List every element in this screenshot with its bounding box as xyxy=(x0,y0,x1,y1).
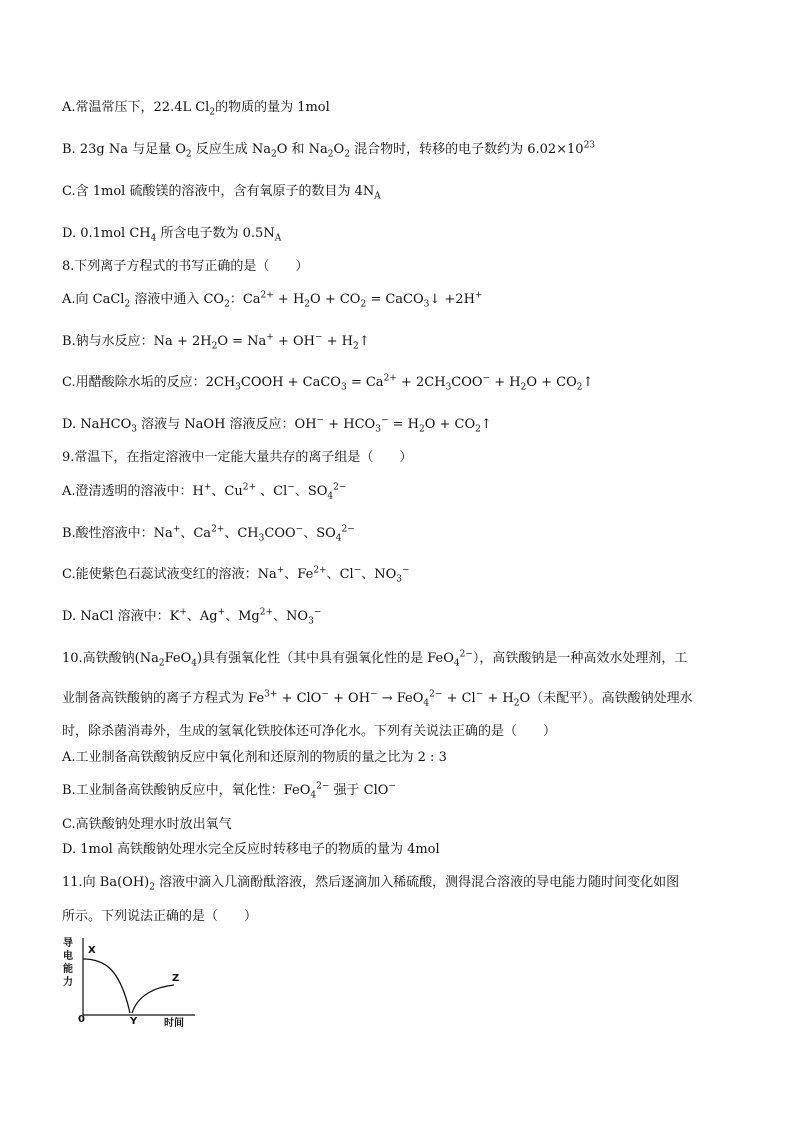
q10-option-b: B.工业制备高铁酸钠反应中，氧化性：FeO$_4^{2-}$ 强于 ClO− xyxy=(62,781,396,801)
q10-stem-line2: 业制备高铁酸钠的离子方程式为 $Fe^{3+} + ClO^- + OH^- \to FeO_4^{2-} + Cl^- + H_2O$（未配平）。高铁酸钠处理水 xyxy=(62,689,693,709)
q9-option-a: A.澄清透明的溶液中：H+、$Cu^{2+}$ 、Cl−、$SO_4^{2-}$ xyxy=(62,482,347,502)
curve-ascending xyxy=(132,985,174,1013)
point-label-x: X xyxy=(88,945,96,956)
q10-stem-line1: 10.高铁酸钠$(Na_2FeO_4)$具有强氧化性（其中具有强氧化性的是 FeO$_4^{2-}$），高铁酸钠是一种高效水处理剂，工 xyxy=(62,649,688,669)
q8-option-c: C.用醋酸除水垢的反应：$2CH_3COOH$ + CaCO$_3$ = $Ca^{2+} + 2CH_3COO^- + H_2O$ + $CO_2↑$ xyxy=(62,373,594,393)
point-label-y: Y xyxy=(130,1016,138,1027)
q10-option-d: D. 1mol 高铁酸钠处理水完全反应时转移电子的物质的量为 4mol xyxy=(62,842,440,857)
q8-option-b: B.钠与水反应：$Na + 2H_2O = Na^+ + OH^-$ + $H_2↑$ xyxy=(62,332,370,352)
y-axis-label-char-2: 电 xyxy=(63,951,73,962)
origin-label: 0 xyxy=(78,1014,85,1025)
q9-option-b: B.酸性溶液中：Na+、$Ca^{2+}$、$CH_3COO^-$、$SO_4^{2-}$ xyxy=(62,524,355,544)
q7-option-b: B. 23g Na 与足量 $O_2$ 反应生成 $Na_2O$ 和 $Na_2O_2$ 混合物时，转移的电子数约为 $6.02\times 10^{23}$ xyxy=(62,140,596,160)
q11-stem-line1: 11.向 $Ba(OH)_2$ 溶液中滴入几滴酚酞溶液，然后逐滴加入稀硫酸，测得混合溶液的导电能力随时间变化如图 xyxy=(62,875,680,893)
q7-option-c: C.含 1mol 硫酸镁的溶液中，含有氧原子的数目为 $4N_A$ xyxy=(62,184,381,202)
y-axis-label-char-3: 能 xyxy=(63,964,73,975)
q9-option-c: C.能使紫色石蕊试液变红的溶液：Na+、$Fe^{2+}$、Cl−、$NO_3^-$ xyxy=(62,565,410,585)
q8-option-a: A.向 CaCl$_2$ 溶液中通入 $CO_2$：$Ca^{2+} + H_2O + CO_2$ = CaCO$_3$↓ +2H+ xyxy=(62,290,483,310)
q9-option-d: D. NaCl 溶液中：K+、Ag+、$Mg^{2+}$、$NO_3^-$ xyxy=(62,607,322,627)
q10-option-c: C.高铁酸钠处理水时放出氧气 xyxy=(62,817,232,832)
point-label-z: Z xyxy=(172,973,180,984)
y-axis-label-char-1: 导 xyxy=(63,938,73,949)
q7-option-a: A.常温常压下，22.4L $Cl_2$的物质的量为 1mol xyxy=(62,100,330,118)
y-axis-label-char-4: 力 xyxy=(63,977,73,988)
conductivity-chart xyxy=(60,935,200,1030)
x-axis-label: 时间 xyxy=(164,1018,184,1029)
q11-stem-line2: 所示。下列说法正确的是（ ） xyxy=(62,909,258,924)
q8-option-d: D. NaHCO$_3$ 溶液与 NaOH 溶液反应：$OH^- + HCO_3^- = H_2O$ + $CO_2↑$ xyxy=(62,415,492,435)
q8-stem: 8.下列离子方程式的书写正确的是（ ） xyxy=(62,259,309,274)
q7-option-d: D. 0.1mol $CH_4$ 所含电子数为 $0.5N_A$ xyxy=(62,226,282,244)
q9-stem: 9.常温下，在指定溶液中一定能大量共存的离子组是（ ） xyxy=(62,450,413,465)
q10-option-a: A.工业制备高铁酸钠反应中氧化剂和还原剂的物质的量之比为 2 : 3 xyxy=(62,750,447,765)
q10-stem-line3: 时，除杀菌消毒外，生成的氢氧化铁胶体还可净化水。下列有关说法正确的是（ ） xyxy=(62,724,557,739)
curve-descending xyxy=(83,959,130,1013)
